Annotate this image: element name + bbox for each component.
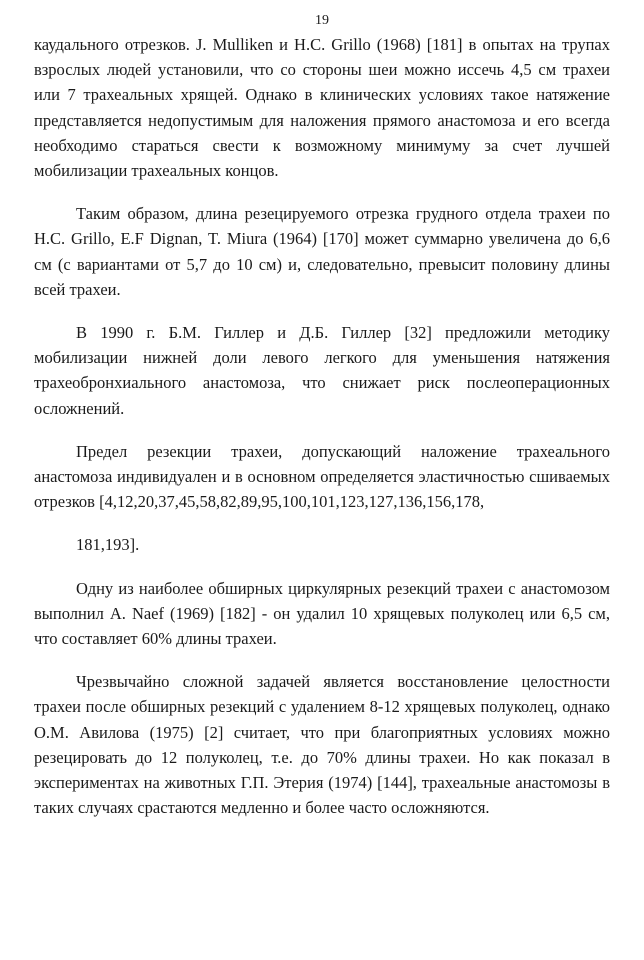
paragraph-resection-limit: Предел резекции трахеи, допускающий наложение трахеального анастомоза индивидуален и в основном определяется эластичностью сшиваемых отрезков [4,12,20,37,45,58,82,89,95,100,101,123,127,136,156,178, (34, 441, 610, 512)
paragraph-resection-length: Таким образом, длина резецируемого отрезка грудного отдела трахеи по H.C. Grillo, E.F Dignan, T. Miura (1964) [170] может суммарно увеличена до 6,6 см (с вариантами от 5,7 до 10 см) и, следовательно, превысит половину длины всей трахеи. (34, 204, 610, 299)
paragraph-naef-resection: Одну из наиболее обширных циркулярных резекций трахеи с анастомозом выполнил A. Naef (1969) [182] - он удалил 10 хрящевых полуколец или 6,5 см, что составляет 60% длины трахеи. (34, 578, 610, 649)
document-body (34, 32, 610, 820)
page-number: 19 (315, 13, 329, 28)
paragraph-extensive-resection: Чрезвычайно сложной задачей является восстановление целостности трахеи после обширных резекций с удалением 8-12 хрящевых полуколец, однако О.М. Авилова (1975) [2] считает, что при благоприятных условиях можно резецировать до 12 полуколец, т.е. до 70% длины трахеи. Но как показал в экспериментах на животных Г.П. Этерия (1974) [144], трахеальные анастомозы в таких случаях срастаются медленно и более часто осложняются. (34, 672, 610, 818)
paragraph-giller-method: В 1990 г. Б.М. Гиллер и Д.Б. Гиллер [32] предложили методику мобилизации нижней доли левого легкого для уменьшения натяжения трахеобронхиального анастомоза, что снижает риск послеоперационных осложнений. (34, 323, 610, 418)
paragraph-continuation: каудального отрезков. J. Mulliken и H.C. Grillo (1968) [181] в опытах на трупах взрослых людей установили, что со стороны шеи можно иссечь 4,5 см трахеи или 7 трахеальных хрящей. Однако в клинических условиях такое натяжение представляется недопустимым для наложения прямого анастомоза и его всегда необходимо стараться свести к возможному минимуму за счет лучшей мобилизации трахеальных концов. (34, 35, 610, 181)
paragraph-references-continued: 181,193]. (76, 535, 140, 555)
